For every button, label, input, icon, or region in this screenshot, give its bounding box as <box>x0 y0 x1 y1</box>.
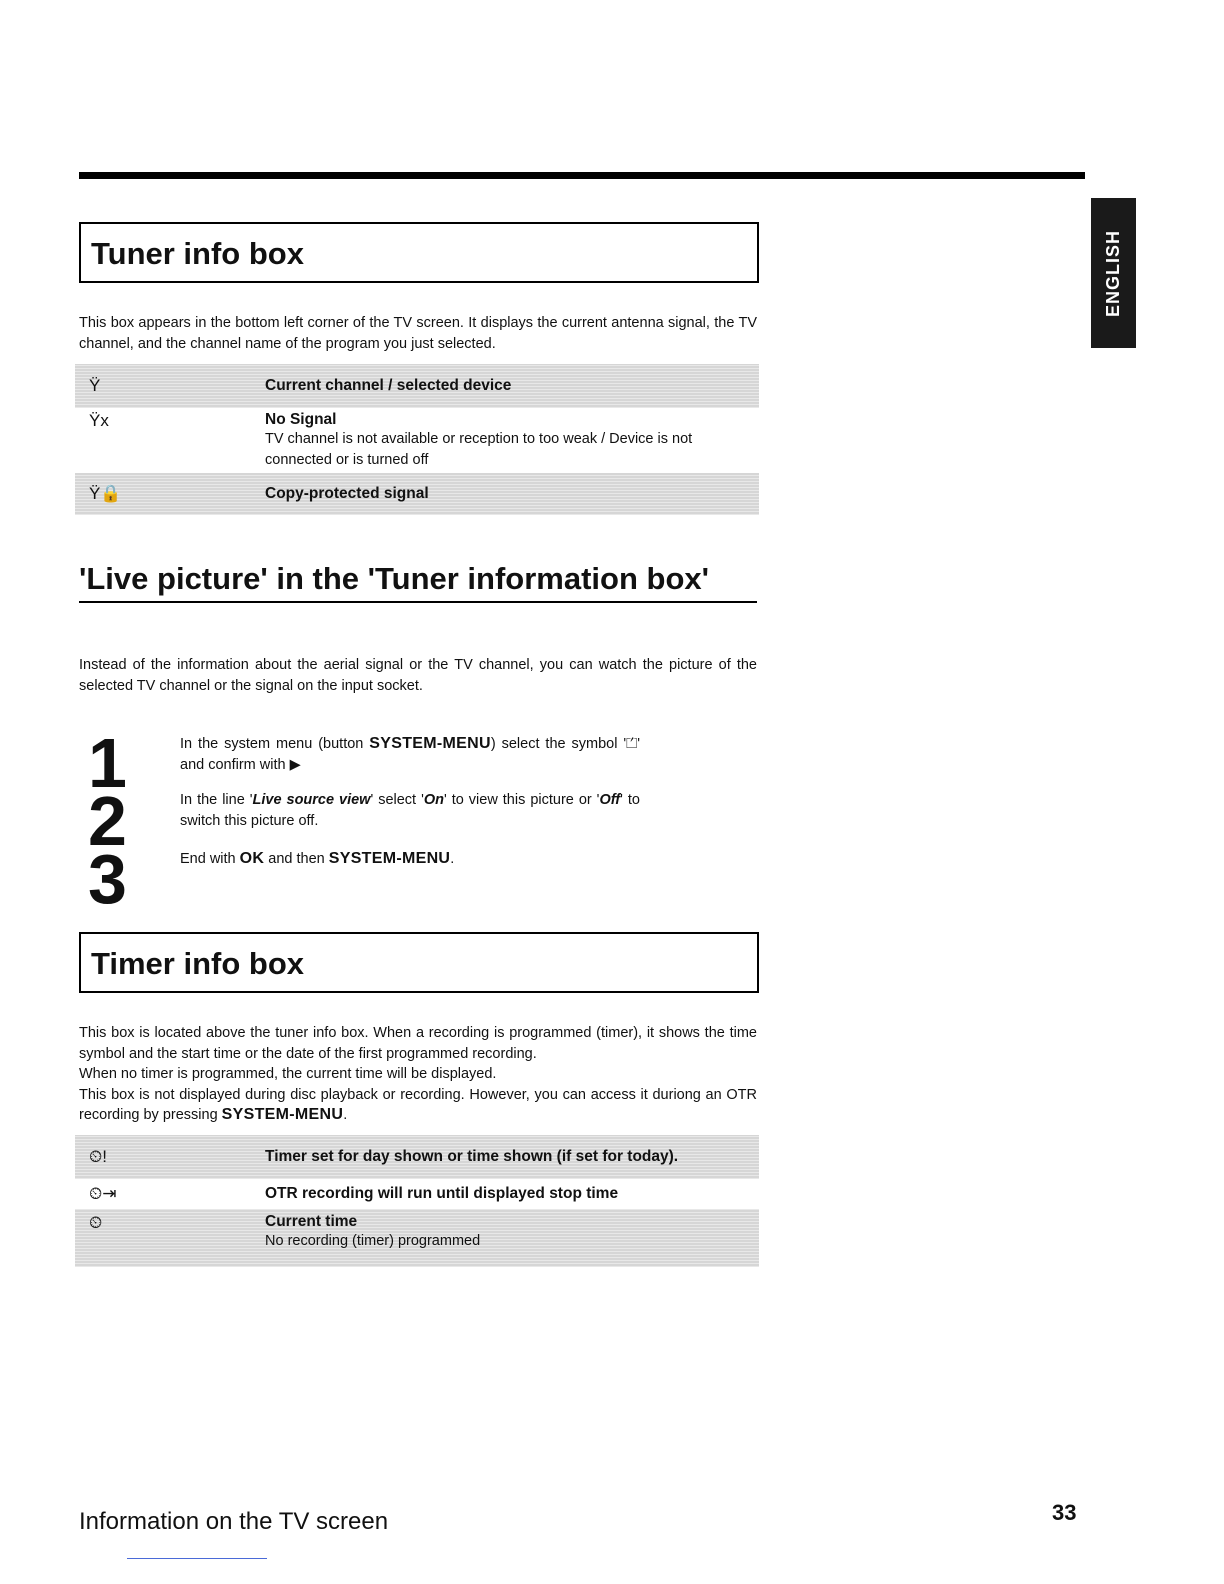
language-tab <box>1091 198 1136 348</box>
live-picture-intro: Instead of the information about the aerial signal or the TV channel, you can watch the picture of the selected TV channel or the signal on the input socket. <box>79 657 757 694</box>
table-row <box>75 1179 759 1209</box>
tuner-symbol-table <box>75 364 759 515</box>
language-tab-label: ENGLISH <box>1103 229 1124 317</box>
step-2-text: In the line 'Live source view' select 'On' to view this picture or 'Off' to switch this picture off. <box>180 792 640 829</box>
step-3-text: End with OK and then SYSTEM-MENU. <box>180 850 455 867</box>
top-rule <box>79 172 1085 179</box>
timer-symbol-table <box>75 1135 759 1267</box>
tuner-info-box-heading-frame <box>79 222 759 283</box>
tuner-intro: This box appears in the bottom left corner of the TV screen. It displays the current antenna signal, the TV channel, and the channel name of the program you just selected. <box>79 315 757 352</box>
live-picture-heading: 'Live picture' in the 'Tuner information box' <box>79 558 757 603</box>
row-title: No Signal <box>265 411 337 428</box>
step-number-1: 1 <box>88 724 127 802</box>
copy-protected-icon: Ÿ🔒 <box>89 484 122 503</box>
no-signal-icon: Ÿx <box>89 411 109 430</box>
footer-section-title: Information on the TV screen <box>79 1508 389 1535</box>
step-1-text: In the system menu (button SYSTEM-MENU) select the symbol '⏍' and confirm with ▶ <box>180 735 640 773</box>
system-menu-keyword: SYSTEM-MENU <box>369 735 491 752</box>
table-row <box>75 364 759 408</box>
page-number: 33 <box>1052 1500 1077 1525</box>
table-row <box>75 1209 759 1267</box>
antenna-icon: Ÿ <box>89 376 101 395</box>
row-title: Current channel / selected device <box>265 377 512 394</box>
timer-set-icon: ⏲! <box>89 1147 107 1166</box>
table-row <box>75 408 759 473</box>
step-number-2: 2 <box>88 782 127 860</box>
row-description: TV channel is not available or reception to too weak / Device is not connected or is turned off <box>265 431 693 468</box>
otr-recording-icon: ⏲⇥ <box>89 1184 117 1203</box>
row-title: Copy-protected signal <box>265 485 429 502</box>
menu-symbol-icon: ⏍ <box>626 736 638 752</box>
row-title: Timer set for day shown or time shown (if set for today). <box>265 1148 679 1165</box>
footer-rule <box>127 1558 267 1559</box>
row-title: Current time <box>265 1213 358 1230</box>
row-title: OTR recording will run until displayed stop time <box>265 1185 619 1202</box>
timer-info-box-heading: Timer info box <box>91 946 305 981</box>
clock-icon: ⏲ <box>89 1213 103 1232</box>
table-row <box>75 473 759 515</box>
timer-intro: This box is located above the tuner info box. When a recording is programmed (timer), it shows the time symbol and the start time or the date of the first programmed recording. When no timer is programmed, the current time will be displayed. This box is not displayed during disc playback or recording. However, you can access it duriong an OTR recording by pressing SYSTEM-MENU. <box>79 1025 757 1123</box>
tuner-info-box-heading: Tuner info box <box>91 236 304 271</box>
right-arrow-icon: ▶ <box>289 757 301 773</box>
timer-info-box-heading-frame <box>79 932 759 993</box>
row-description: No recording (timer) programmed <box>265 1233 481 1249</box>
step-number-3: 3 <box>88 840 127 918</box>
table-row <box>75 1135 759 1179</box>
